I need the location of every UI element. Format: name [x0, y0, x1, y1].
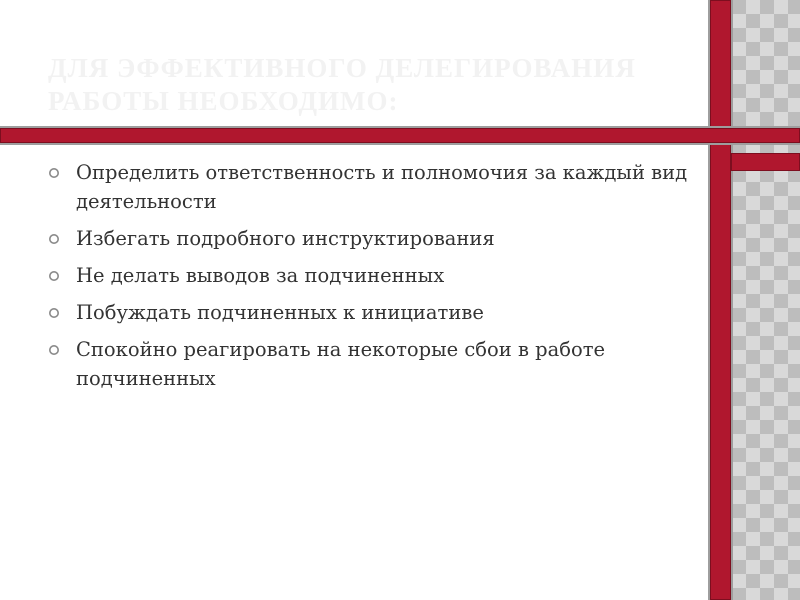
bullet-text: Определить ответственность и полномочия за каждый вид деятельности — [76, 161, 688, 213]
checkered-decorative-stripe — [732, 0, 800, 600]
ring-bullet-icon — [48, 307, 60, 319]
ring-bullet-icon — [48, 344, 60, 356]
red-small-horizontal-bar — [731, 153, 800, 171]
bullet-item — [48, 298, 688, 327]
ring-bullet-icon — [48, 233, 60, 245]
bullet-text: Избегать подробного инструктирования — [76, 227, 495, 250]
bullet-list — [48, 158, 688, 401]
bullet-item — [48, 158, 688, 216]
slide-title — [48, 52, 708, 118]
bullet-text: Побуждать подчиненных к инициативе — [76, 301, 484, 324]
ring-bullet-icon — [48, 270, 60, 282]
slide-title-line-2: РАБОТЫ НЕОБХОДИМО: — [48, 86, 399, 116]
ring-bullet-icon — [48, 167, 60, 179]
bullet-item — [48, 335, 688, 393]
slide-title-line-1: ДЛЯ ЭФФЕКТИВНОГО ДЕЛЕГИРОВАНИЯ — [48, 53, 636, 83]
bullet-text: Не делать выводов за подчиненных — [76, 264, 445, 287]
bullet-item — [48, 224, 688, 253]
vertical-bar-edge-right — [731, 0, 733, 600]
bullet-text: Спокойно реагировать на некоторые сбои в работе подчиненных — [76, 338, 606, 390]
horizontal-bar-edge-bottom — [0, 143, 800, 145]
red-vertical-bar — [710, 0, 731, 600]
red-horizontal-bar — [0, 128, 800, 143]
bullet-item — [48, 261, 688, 290]
